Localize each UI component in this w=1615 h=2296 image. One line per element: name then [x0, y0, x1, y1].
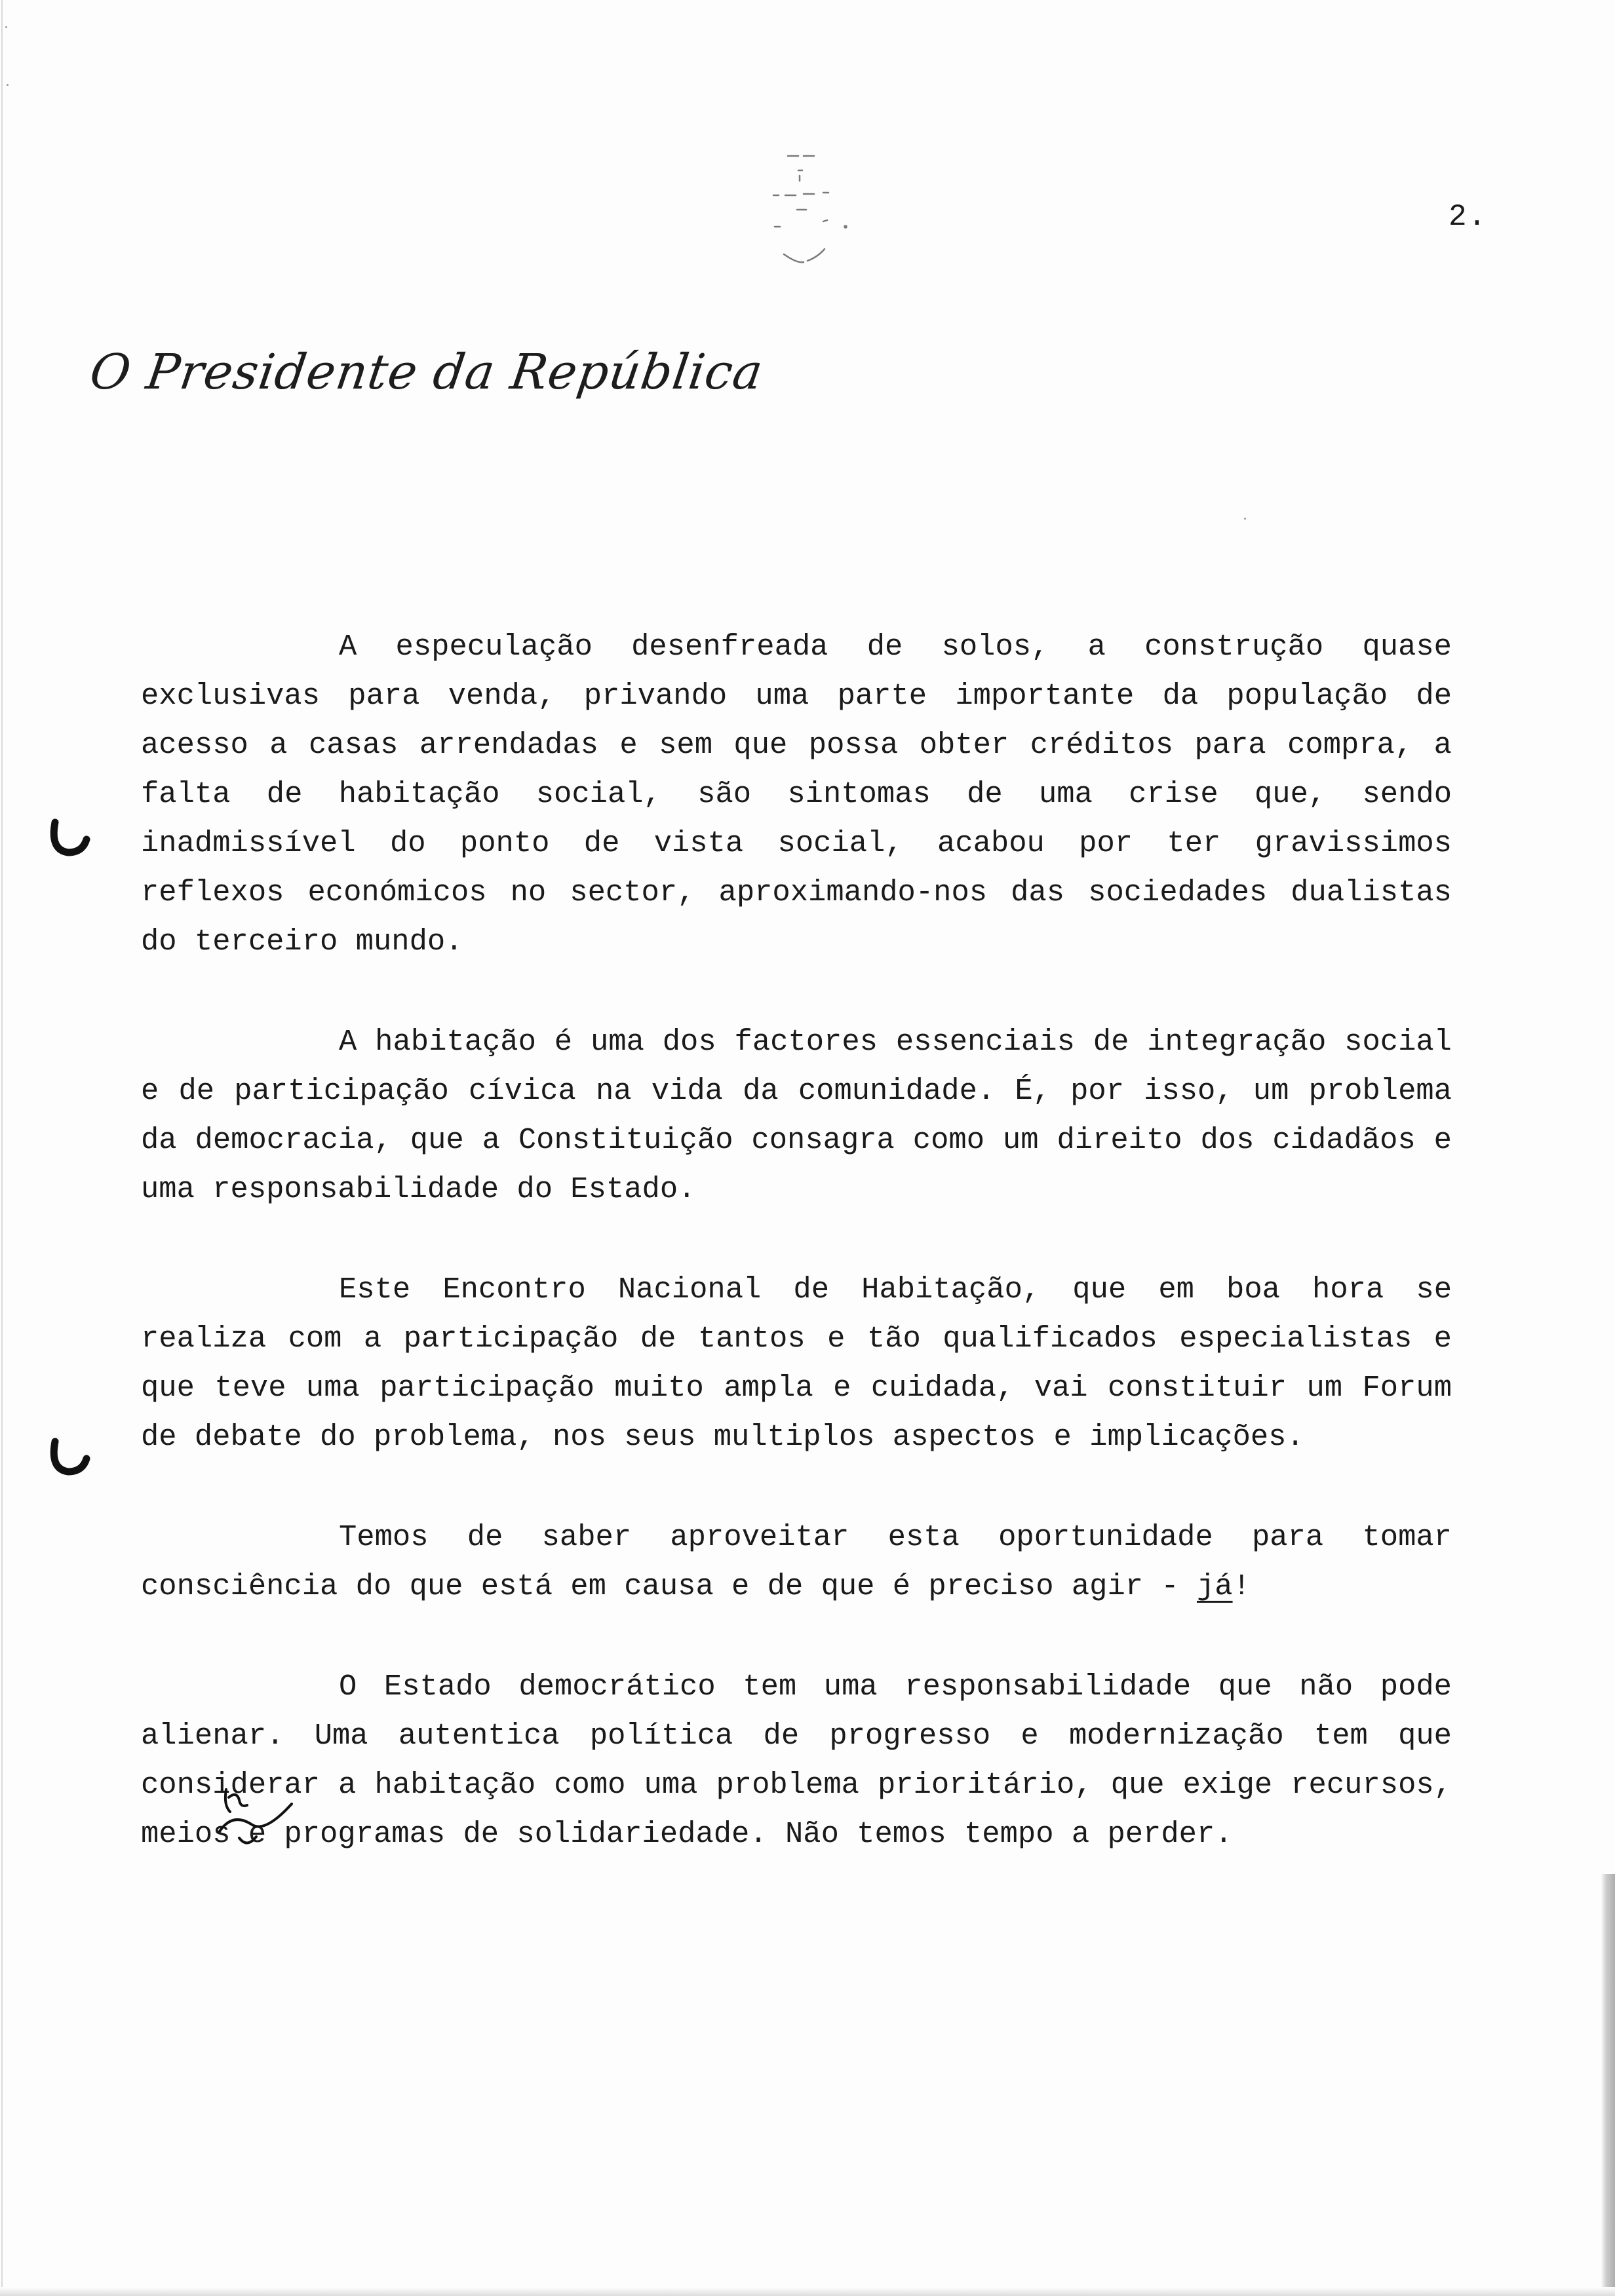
paragraph-3: Este Encontro Nacional de Habitação, que em boa hora se realiza com a participação de tantos e tão qualificados especialistas e que teve uma participação muito ampla e cuidada, vai constituir um Forum de debate do problema, nos seus multiplos aspectos e implicações. [141, 1272, 1452, 1454]
scan-speck [7, 84, 9, 86]
embossed-crest-icon [734, 144, 865, 275]
scan-right-edge [1601, 1874, 1615, 2296]
scan-bottom-edge [0, 2287, 1615, 2296]
letter-body [141, 622, 1452, 1859]
emphasis-underlined: já [1196, 1569, 1233, 1603]
margin-check-mark-icon [46, 1435, 92, 1481]
scan-speck [5, 26, 7, 28]
page-number: 2. [1449, 200, 1488, 234]
paragraph-4-text: Temos de saber aproveitar esta oportunidade para tomar consciência do que está em causa e de que é preciso agir - [141, 1520, 1452, 1603]
paragraph-4-end: ! [1232, 1569, 1251, 1603]
letterhead-title: O Presidente da República [86, 344, 767, 400]
scan-left-edge [1, 0, 3, 2296]
paragraph-1: A especulação desenfreada de solos, a construção quase exclusivas para venda, privando uma parte importante da população de acesso a casas arrendadas e sem que possa obter créditos para compra, a falta de habitação social, são sintomas de uma crise que, sendo inadmissível do ponto de vista social, acabou por ter gravissimos reflexos económicos no sector, aproximando-nos das sociedades dualistas do terceiro mundo. [141, 630, 1452, 959]
paragraph-2: A habitação é uma dos factores essenciais de integração social e de participação cívica na vida da comunidade. É, por isso, um problema da democracia, que a Constituição consagra como um direito dos cidadãos e uma responsabilidade do Estado. [141, 1025, 1452, 1206]
margin-check-mark-icon [46, 816, 92, 862]
handwritten-correction-icon [213, 1786, 305, 1864]
scan-speck [1244, 518, 1246, 520]
paragraph-4 [141, 1513, 1452, 1611]
paragraph-5: O Estado democrático tem uma responsabilidade que não pode alienar. Uma autentica política de progresso e modernização tem que considerar a habitação como uma problema prioritário, que exige recursos, meios e programas de solidariedade. Não temos tempo a perder. [141, 1670, 1452, 1851]
